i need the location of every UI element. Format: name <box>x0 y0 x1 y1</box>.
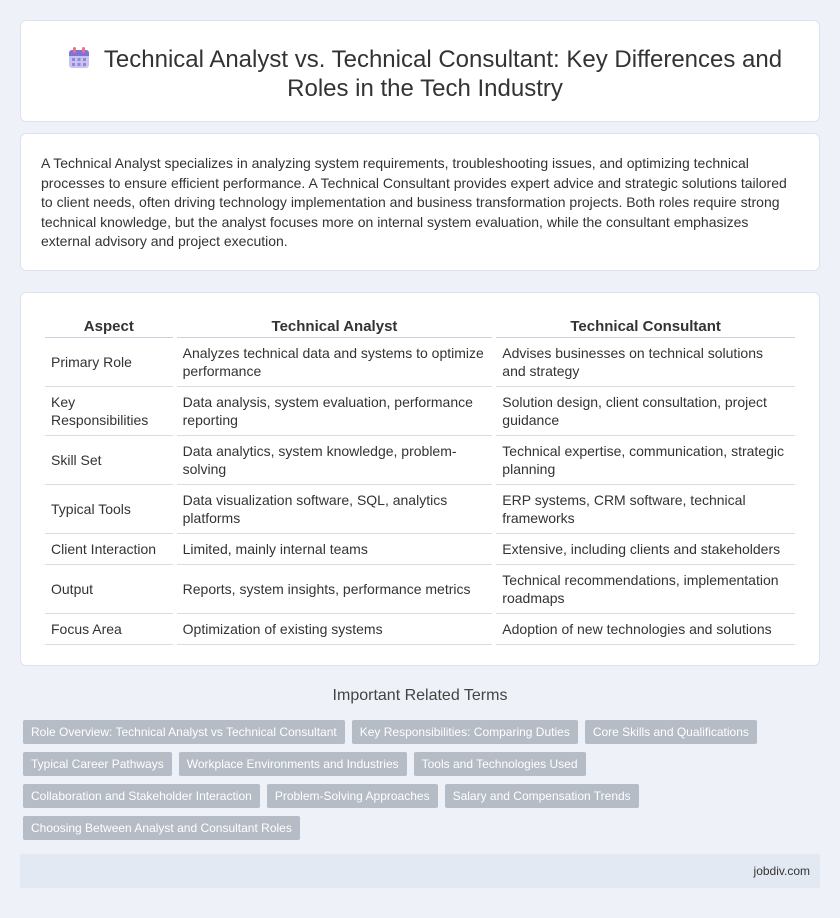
intro-paragraph: A Technical Analyst specializes in analyzing system requirements, troubleshooting issues, and optimizing technical processes to ensure efficient performance. A Technical Consultant provides expert advice and strategic solutions tailored to client needs, often driving technology implementation and business transformation projects. Both roles require strong technical knowledge, but the analyst focuses more on internal system evaluation, while the consultant emphasizes external advisory and project execution. <box>41 155 787 250</box>
page-title <box>61 45 789 103</box>
tag-row <box>23 720 803 744</box>
intro-card <box>20 133 820 271</box>
consultant-cell: Extensive, including clients and stakeholders <box>496 534 795 565</box>
related-term-tag[interactable]: Core Skills and Qualifications <box>585 720 757 744</box>
related-term-tag[interactable]: Salary and Compensation Trends <box>445 784 639 808</box>
tag-row <box>23 784 803 808</box>
analyst-cell: Limited, mainly internal teams <box>177 534 493 565</box>
footer <box>20 854 820 888</box>
analyst-cell: Reports, system insights, performance metrics <box>177 565 493 614</box>
table-row <box>45 565 795 614</box>
consultant-cell: Solution design, client consultation, project guidance <box>496 387 795 436</box>
table-header-row <box>45 315 795 338</box>
aspect-cell: Skill Set <box>45 436 173 485</box>
page-title-text: Technical Analyst vs. Technical Consultant: Key Differences and Roles in the Tech Industry <box>103 46 783 102</box>
table-row <box>45 338 795 387</box>
related-term-tag[interactable]: Tools and Technologies Used <box>414 752 586 776</box>
aspect-cell: Client Interaction <box>45 534 173 565</box>
analyst-cell: Optimization of existing systems <box>177 614 493 645</box>
analyst-cell: Data analytics, system knowledge, problem-solving <box>177 436 493 485</box>
consultant-cell: Advises businesses on technical solutions and strategy <box>496 338 795 387</box>
related-term-tag[interactable]: Role Overview: Technical Analyst vs Technical Consultant <box>23 720 345 744</box>
table-row <box>45 485 795 534</box>
aspect-cell: Primary Role <box>45 338 173 387</box>
consultant-cell: Technical recommendations, implementation roadmaps <box>496 565 795 614</box>
header-technical-analyst: Technical Analyst <box>177 315 493 338</box>
aspect-cell: Key Responsibilities <box>45 387 173 436</box>
table-row <box>45 436 795 485</box>
consultant-cell: Adoption of new technologies and solutions <box>496 614 795 645</box>
consultant-cell: ERP systems, CRM software, technical frameworks <box>496 485 795 534</box>
related-term-tag[interactable]: Workplace Environments and Industries <box>179 752 407 776</box>
header-aspect: Aspect <box>45 315 173 338</box>
analyst-cell: Data visualization software, SQL, analytics platforms <box>177 485 493 534</box>
analyst-cell: Analyzes technical data and systems to optimize performance <box>177 338 493 387</box>
footer-site-link[interactable]: jobdiv.com <box>753 864 810 878</box>
related-term-tag[interactable]: Key Responsibilities: Comparing Duties <box>352 720 578 744</box>
header-technical-consultant: Technical Consultant <box>496 315 795 338</box>
table-row <box>45 614 795 645</box>
related-terms-list <box>23 720 803 848</box>
consultant-cell: Technical expertise, communication, strategic planning <box>496 436 795 485</box>
tag-row <box>23 816 803 840</box>
table-row <box>45 387 795 436</box>
related-term-tag[interactable]: Choosing Between Analyst and Consultant Roles <box>23 816 300 840</box>
aspect-cell: Focus Area <box>45 614 173 645</box>
analyst-cell: Data analysis, system evaluation, performance reporting <box>177 387 493 436</box>
comparison-table <box>41 315 799 645</box>
related-terms-heading: Important Related Terms <box>332 687 508 704</box>
aspect-cell: Typical Tools <box>45 485 173 534</box>
table-row <box>45 534 795 565</box>
tag-row <box>23 752 803 776</box>
header-card <box>20 20 820 122</box>
related-term-tag[interactable]: Typical Career Pathways <box>23 752 172 776</box>
related-term-tag[interactable]: Collaboration and Stakeholder Interaction <box>23 784 260 808</box>
title-wrap <box>61 45 789 103</box>
calendar-icon <box>68 47 90 69</box>
related-term-tag[interactable]: Problem-Solving Approaches <box>267 784 438 808</box>
comparison-table-card <box>20 292 820 666</box>
aspect-cell: Output <box>45 565 173 614</box>
